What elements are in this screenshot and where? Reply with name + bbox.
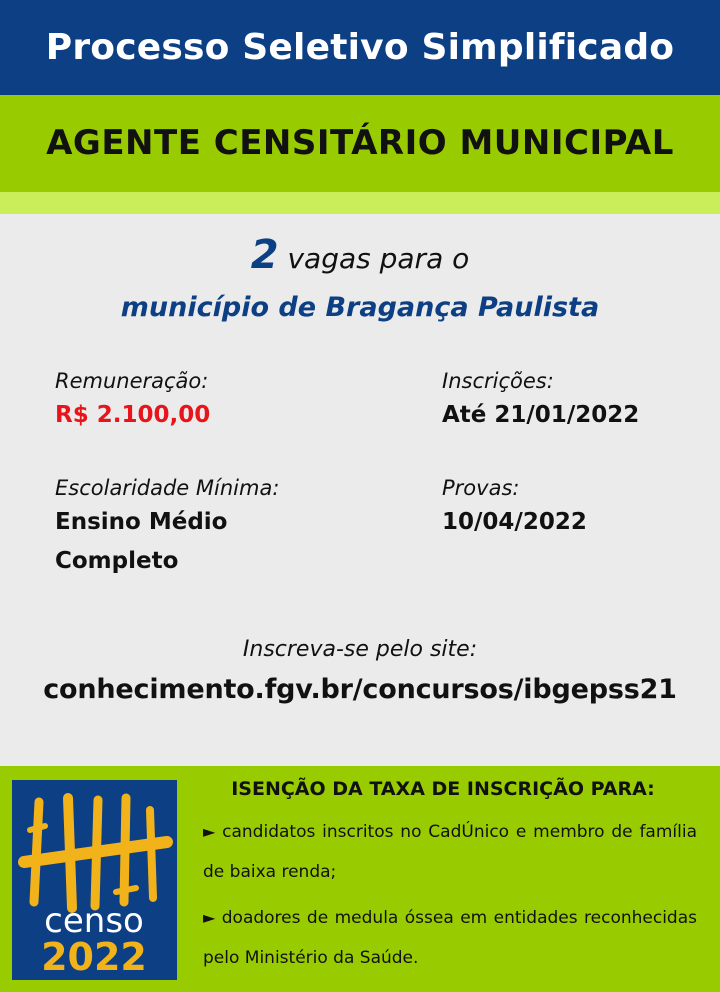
- registration-value: Até 21/01/2022: [442, 402, 640, 428]
- exemption-item-medula: [203, 898, 697, 978]
- education-value-line1: Ensino Médio: [55, 509, 228, 535]
- arrow-icon: ►: [203, 908, 216, 927]
- accent-stripe: [0, 192, 720, 214]
- header-bar: [0, 0, 720, 95]
- exemption-text-cadunico: candidatos inscritos no CadÚnico e membro de família de baixa renda;: [203, 822, 698, 882]
- job-title-band: [0, 95, 720, 192]
- registration-label: Inscrições:: [442, 369, 554, 393]
- education-value-line2: Completo: [55, 548, 179, 574]
- exemption-text-medula: doadores de medula óssea em entidades reconhecidas pelo Ministério da Saúde.: [203, 908, 697, 968]
- logo-word: censo: [44, 901, 144, 941]
- salary-label: Remuneração:: [55, 369, 209, 393]
- exemption-title: ISENÇÃO DA TAXA DE INSCRIÇÃO PARA:: [231, 778, 655, 800]
- exemption-item-cadunico: [203, 812, 697, 892]
- site-url[interactable]: conhecimento.fgv.br/concursos/ibgepss21: [43, 674, 677, 705]
- header-title: Processo Seletivo Simplificado: [45, 27, 675, 68]
- municipality: município de Bragança Paulista: [120, 292, 600, 323]
- vacancies-text: vagas para o: [278, 242, 470, 275]
- vacancies-line: [0, 232, 720, 278]
- education-label: Escolaridade Mínima:: [55, 476, 280, 500]
- arrow-icon: ►: [203, 822, 216, 841]
- logo-year: 2022: [41, 935, 147, 979]
- site-label: Inscreva-se pelo site:: [242, 637, 478, 662]
- vacancies-count: 2: [250, 232, 279, 278]
- exam-label: Provas:: [442, 476, 520, 500]
- censo-2022-logo: [12, 780, 177, 980]
- job-title: AGENTE CENSITÁRIO MUNICIPAL: [46, 123, 674, 163]
- exam-value: 10/04/2022: [442, 509, 587, 535]
- salary-value: R$ 2.100,00: [55, 402, 211, 428]
